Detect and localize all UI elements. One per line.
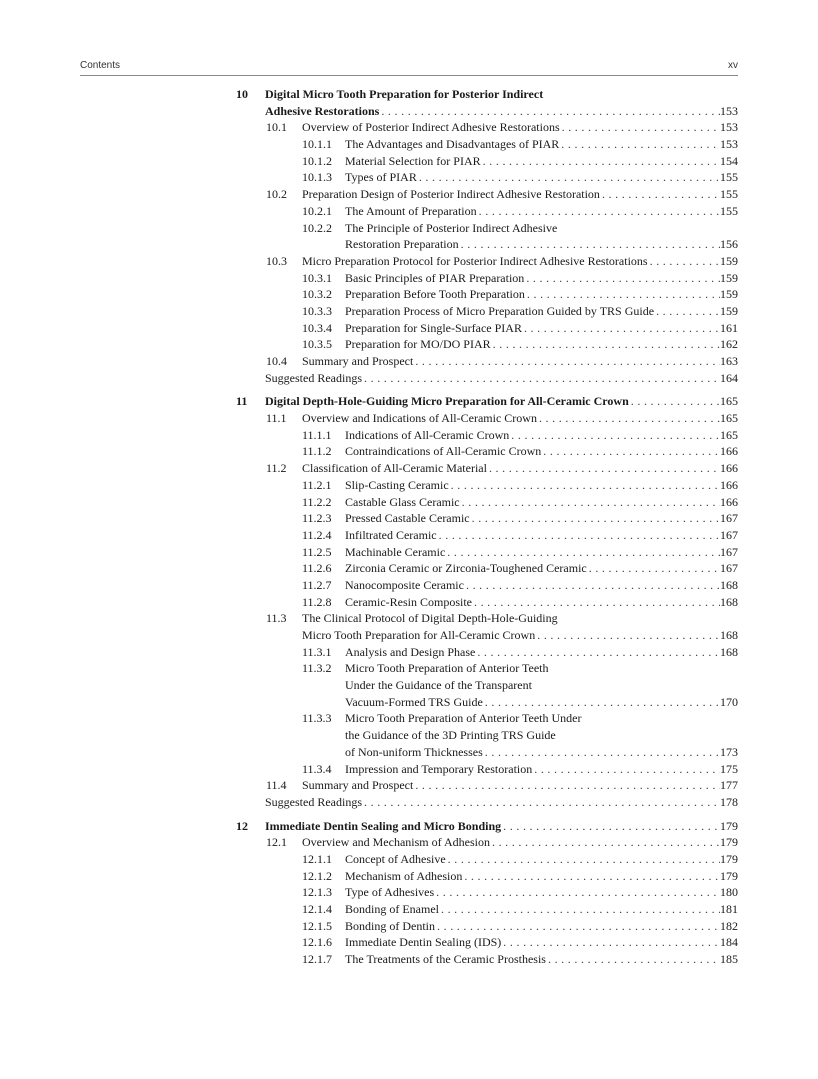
toc-entry-page: 175	[720, 761, 738, 776]
toc-entry-title: Restoration Preparation	[345, 237, 459, 252]
toc-entry-page: 153	[720, 103, 738, 118]
toc-entry-number: 10.3.3	[302, 303, 332, 318]
toc-entry-title: Preparation Before Tooth Preparation	[345, 287, 525, 302]
toc-entry-page: 181	[720, 902, 738, 916]
toc-subsection-entry	[236, 153, 738, 170]
toc-chapter-entry	[236, 103, 738, 120]
dot-leader	[526, 270, 720, 287]
dot-leader	[477, 644, 720, 661]
toc-entry-title: Micro Tooth Preparation of Anterior Teeth Under	[345, 711, 582, 726]
toc-entry-page: 168	[720, 628, 738, 642]
toc-entry-page: 179	[720, 835, 738, 850]
toc-entry-title: Under the Guidance of the Transparent	[345, 678, 532, 693]
toc-entry-number: 10.4	[266, 354, 287, 368]
toc-entry-number: 10	[236, 87, 248, 101]
toc-subsection-entry	[236, 851, 738, 868]
toc-entry-page: 168	[720, 644, 738, 659]
toc-entry-page: 177	[720, 778, 738, 793]
toc-chapter-entry	[236, 818, 738, 835]
dot-leader	[483, 153, 720, 170]
dot-leader	[562, 119, 720, 136]
toc-subsection-entry	[236, 203, 738, 220]
toc-entry-page: 173	[720, 744, 738, 759]
dot-leader	[479, 203, 720, 220]
toc-entry-page: 166	[720, 444, 738, 459]
toc-section-entry	[236, 610, 738, 627]
dot-leader	[493, 336, 720, 353]
toc-section-entry	[236, 370, 738, 387]
toc-entry-page: 167	[720, 511, 738, 526]
toc-entry-page: 159	[720, 287, 738, 302]
toc-entry-title: Suggested Readings	[265, 794, 362, 809]
toc-entry-title: Slip-Casting Ceramic	[345, 477, 449, 492]
dot-leader	[472, 510, 720, 527]
toc-entry-title: Immediate Dentin Sealing (IDS)	[345, 935, 502, 950]
toc-entry-number: 11.3.2	[302, 661, 332, 676]
toc-subsection-entry	[236, 443, 738, 460]
toc-subsection-entry	[236, 270, 738, 287]
toc-entry-page: 165	[720, 394, 738, 409]
toc-entry-title: Adhesive Restorations	[265, 103, 380, 118]
toc-chapter-entry	[236, 86, 738, 103]
dot-leader	[524, 320, 720, 337]
toc-entry-title: Ceramic-Resin Composite	[345, 594, 472, 609]
toc-subsection-entry	[236, 510, 738, 527]
dot-leader	[527, 286, 720, 303]
dot-leader	[537, 627, 720, 644]
toc-subsection-entry	[236, 660, 738, 677]
toc-entry-page: 164	[720, 370, 738, 385]
toc-entry-page: 184	[720, 935, 738, 950]
toc-entry-number: 11.2.8	[302, 594, 332, 609]
toc-entry-page: 159	[720, 303, 738, 318]
toc-entry-number: 11.2.7	[302, 577, 332, 592]
dot-leader	[451, 477, 720, 494]
toc-subsection-entry	[236, 169, 738, 186]
toc-entry-page: 161	[720, 320, 738, 335]
toc-entry-number: 11.3.4	[302, 761, 332, 776]
toc-entry-page: 159	[720, 270, 738, 285]
dot-leader	[441, 901, 720, 918]
toc-entry-title: Contraindications of All-Ceramic Crown	[345, 444, 542, 459]
toc-entry-title: Suggested Readings	[265, 370, 362, 385]
dot-leader	[461, 236, 720, 253]
toc-entry-number: 11.2.4	[302, 527, 332, 542]
toc-subsection-entry	[236, 694, 738, 711]
toc-subsection-entry	[236, 136, 738, 153]
toc-entry-title: Micro Preparation Protocol for Posterior Indirect Adhesive Restorations	[302, 253, 648, 268]
toc-entry-title: Nanocomposite Ceramic	[345, 577, 464, 592]
dot-leader	[364, 370, 720, 387]
toc-entry-number: 12.1.4	[302, 902, 332, 916]
toc-entry-number: 10.1.3	[302, 170, 332, 185]
toc-entry-number: 12.1.3	[302, 885, 332, 900]
toc-entry-page: 159	[720, 253, 738, 268]
toc-subsection-entry	[236, 744, 738, 761]
dot-leader	[437, 918, 720, 935]
dot-leader	[548, 951, 720, 968]
toc-entry-title: Types of PIAR	[345, 170, 417, 185]
dot-leader	[631, 393, 720, 410]
toc-entry-title: Overview and Mechanism of Adhesion	[302, 835, 490, 850]
toc-entry-title: The Treatments of the Ceramic Prosthesis	[345, 952, 546, 967]
toc-subsection-entry	[236, 477, 738, 494]
toc-entry-number: 10.1	[266, 120, 287, 135]
toc-subsection-entry	[236, 527, 738, 544]
toc-entry-title: Analysis and Design Phase	[345, 644, 476, 659]
toc-entry-page: 182	[720, 918, 738, 933]
toc-entry-page: 166	[720, 494, 738, 509]
toc-entry-number: 10.1.1	[302, 137, 332, 152]
toc-entry-title: of Non-uniform Thicknesses	[345, 744, 483, 759]
toc-entry-number: 12.1.1	[302, 851, 332, 866]
toc-entry-number: 10.3	[266, 253, 287, 268]
toc-entry-page: 154	[720, 153, 738, 168]
toc-entry-page: 155	[720, 170, 738, 185]
toc-subsection-entry	[236, 236, 738, 253]
toc-subsection-entry	[236, 644, 738, 661]
toc-entry-page: 180	[720, 885, 738, 900]
toc-entry-page: 167	[720, 544, 738, 559]
dot-leader	[474, 594, 720, 611]
toc-entry-title: Zirconia Ceramic or Zirconia-Toughened Ceramic	[345, 561, 587, 576]
toc-entry-title: The Advantages and Disadvantages of PIAR	[345, 137, 560, 152]
toc-entry-title: The Amount of Preparation	[345, 203, 477, 218]
toc-subsection-entry	[236, 320, 738, 337]
toc-entry-title: Overview and Indications of All-Ceramic Crown	[302, 411, 537, 426]
dot-leader	[448, 851, 720, 868]
toc-entry-title: Bonding of Dentin	[345, 918, 435, 933]
toc-section-entry	[236, 119, 738, 136]
dot-leader	[503, 934, 720, 951]
toc-entry-title: Overview of Posterior Indirect Adhesive Restorations	[302, 120, 560, 135]
toc-subsection-entry	[236, 594, 738, 611]
dot-leader	[466, 577, 720, 594]
toc-subsection-entry	[236, 677, 738, 694]
toc-entry-page: 168	[720, 594, 738, 609]
toc-subsection-entry	[236, 761, 738, 778]
toc-entry-page: 153	[720, 137, 738, 152]
toc-entry-page: 179	[720, 868, 738, 883]
toc-subsection-entry	[236, 868, 738, 885]
toc-entry-title: Micro Tooth Preparation for All-Ceramic Crown	[302, 628, 536, 642]
toc-subsection-entry	[236, 220, 738, 237]
toc-entry-title: Material Selection for PIAR	[345, 153, 481, 168]
toc-section-entry	[236, 410, 738, 427]
dot-leader	[534, 761, 720, 778]
toc-entry-title: Micro Tooth Preparation of Anterior Teeth	[345, 661, 549, 676]
toc-section-entry	[236, 794, 738, 811]
toc-entry-title: Summary and Prospect	[302, 354, 414, 368]
toc-entry-title: Indications of All-Ceramic Crown	[345, 427, 510, 442]
running-header-title: Contents	[80, 60, 121, 71]
toc-entry-number: 10.1.2	[302, 153, 332, 168]
toc-entry-page: 166	[720, 477, 738, 492]
toc-entry-title: Infiltrated Ceramic	[345, 527, 437, 542]
toc-entry-number: 11.2	[266, 461, 287, 476]
toc-subsection-entry	[236, 560, 738, 577]
dot-leader	[489, 460, 720, 477]
toc-section-entry	[236, 253, 738, 270]
toc-entry-page: 162	[720, 337, 738, 352]
running-header	[80, 58, 738, 76]
dot-leader	[464, 868, 720, 885]
dot-leader	[447, 544, 720, 561]
dot-leader	[543, 443, 720, 460]
toc-entry-number: 12.1	[266, 835, 287, 850]
dot-leader	[650, 253, 720, 270]
dot-leader	[364, 794, 720, 811]
toc-entry-title: Concept of Adhesive	[345, 851, 446, 866]
toc-entry-number: 10.3.5	[302, 337, 332, 352]
toc-subsection-entry	[236, 934, 738, 951]
toc-subsection-entry	[236, 544, 738, 561]
toc-entry-title: Bonding of Enamel	[345, 902, 439, 916]
toc-subsection-entry	[236, 901, 738, 918]
toc-entry-title: Preparation for Single-Surface PIAR	[345, 320, 522, 335]
toc-subsection-entry	[236, 336, 738, 353]
toc-subsection-entry	[236, 303, 738, 320]
toc-entry-title: Preparation Process of Micro Preparation Guided by TRS Guide	[345, 303, 655, 318]
toc-entry-title: Basic Principles of PIAR Preparation	[345, 270, 525, 285]
toc-entry-title: Mechanism of Adhesion	[345, 868, 463, 883]
dot-leader	[656, 303, 720, 320]
toc-entry-page: 166	[720, 461, 738, 476]
toc-entry-title: Digital Depth-Hole-Guiding Micro Preparation for All-Ceramic Crown	[265, 394, 629, 409]
toc-entry-page: 155	[720, 187, 738, 202]
toc-entry-page: 155	[720, 203, 738, 218]
toc-entry-number: 12.1.6	[302, 935, 332, 950]
toc-subsection-entry	[236, 577, 738, 594]
toc-subsection-entry	[236, 427, 738, 444]
toc-entry-number: 12.1.5	[302, 918, 332, 933]
toc-entry-number: 11.2.2	[302, 494, 332, 509]
dot-leader	[485, 744, 720, 761]
toc-entry-number: 10.2.2	[302, 220, 332, 235]
toc-subsection-entry	[236, 494, 738, 511]
toc-entry-number: 12.1.2	[302, 868, 332, 883]
toc-entry-number: 10.3.1	[302, 270, 332, 285]
toc-entry-number: 11.1.1	[302, 427, 332, 442]
toc-entry-number: 11.3	[266, 611, 287, 626]
toc-entry-page: 168	[720, 577, 738, 592]
toc-entry-title: Impression and Temporary Restoration	[345, 761, 533, 776]
toc-entry-title: Pressed Castable Ceramic	[345, 511, 470, 526]
page-number: xv	[728, 60, 738, 71]
toc-entry-page: 165	[720, 427, 738, 442]
table-of-contents	[236, 86, 738, 968]
dot-leader	[539, 410, 720, 427]
toc-entry-page: 179	[720, 818, 738, 833]
toc-entry-title: Preparation for MO/DO PIAR	[345, 337, 491, 352]
toc-entry-number: 11.1.2	[302, 444, 332, 459]
toc-entry-number: 11.2.6	[302, 561, 332, 576]
toc-entry-page: 178	[720, 794, 738, 809]
dot-leader	[419, 169, 720, 186]
toc-section-entry	[236, 777, 738, 794]
toc-entry-title: The Principle of Posterior Indirect Adhesive	[345, 220, 558, 235]
dot-leader	[589, 560, 720, 577]
toc-entry-number: 10.3.2	[302, 287, 332, 302]
toc-subsection-entry	[236, 918, 738, 935]
toc-entry-number: 11.1	[266, 411, 287, 426]
toc-entry-title: Type of Adhesives	[345, 885, 435, 900]
dot-leader	[462, 494, 720, 511]
dot-leader	[436, 884, 720, 901]
toc-subsection-entry	[236, 286, 738, 303]
toc-entry-number: 11.3.1	[302, 644, 332, 659]
toc-entry-page: 163	[720, 354, 738, 368]
dot-leader	[415, 777, 720, 794]
toc-entry-number: 11.2.3	[302, 511, 332, 526]
toc-entry-page: 179	[720, 851, 738, 866]
toc-section-entry	[236, 353, 738, 370]
toc-subsection-entry	[236, 884, 738, 901]
toc-section-entry	[236, 460, 738, 477]
dot-leader	[503, 818, 720, 835]
toc-entry-title: The Clinical Protocol of Digital Depth-Hole-Guiding	[302, 611, 558, 626]
dot-leader	[485, 694, 720, 711]
dot-leader	[561, 136, 720, 153]
toc-section-entry	[236, 627, 738, 644]
toc-entry-page: 153	[720, 120, 738, 135]
toc-entry-title: Summary and Prospect	[302, 778, 414, 793]
toc-section-entry	[236, 186, 738, 203]
toc-entry-title: Immediate Dentin Sealing and Micro Bonding	[265, 818, 502, 833]
toc-entry-number: 11.2.5	[302, 544, 332, 559]
dot-leader	[511, 427, 720, 444]
toc-section-entry	[236, 834, 738, 851]
toc-entry-number: 11.4	[266, 778, 287, 793]
toc-entry-title: Vacuum-Formed TRS Guide	[345, 694, 483, 709]
toc-entry-page: 156	[720, 237, 738, 252]
toc-entry-number: 10.3.4	[302, 320, 332, 335]
toc-subsection-entry	[236, 951, 738, 968]
toc-entry-title: Preparation Design of Posterior Indirect Adhesive Restoration	[302, 187, 600, 202]
dot-leader	[439, 527, 720, 544]
dot-leader	[415, 353, 720, 370]
toc-entry-page: 165	[720, 411, 738, 426]
toc-chapter-entry	[236, 393, 738, 410]
toc-subsection-entry	[236, 710, 738, 727]
toc-entry-number: 10.2	[266, 187, 287, 202]
toc-entry-number: 11.3.3	[302, 711, 332, 726]
toc-entry-number: 11.2.1	[302, 477, 332, 492]
dot-leader	[492, 834, 720, 851]
toc-entry-number: 10.2.1	[302, 203, 332, 218]
toc-entry-page: 185	[720, 952, 738, 967]
dot-leader	[602, 186, 720, 203]
toc-entry-page: 167	[720, 561, 738, 576]
toc-entry-title: Digital Micro Tooth Preparation for Posterior Indirect	[265, 87, 544, 101]
toc-entry-title: the Guidance of the 3D Printing TRS Guide	[345, 728, 556, 743]
toc-entry-number: 12	[236, 818, 248, 833]
toc-subsection-entry	[236, 727, 738, 744]
dot-leader	[381, 103, 720, 120]
toc-entry-number: 11	[236, 394, 248, 409]
toc-entry-title: Classification of All-Ceramic Material	[302, 461, 487, 476]
toc-entry-title: Castable Glass Ceramic	[345, 494, 460, 509]
toc-entry-number: 12.1.7	[302, 952, 332, 967]
toc-entry-title: Machinable Ceramic	[345, 544, 446, 559]
toc-entry-page: 167	[720, 527, 738, 542]
toc-entry-page: 170	[720, 694, 738, 709]
